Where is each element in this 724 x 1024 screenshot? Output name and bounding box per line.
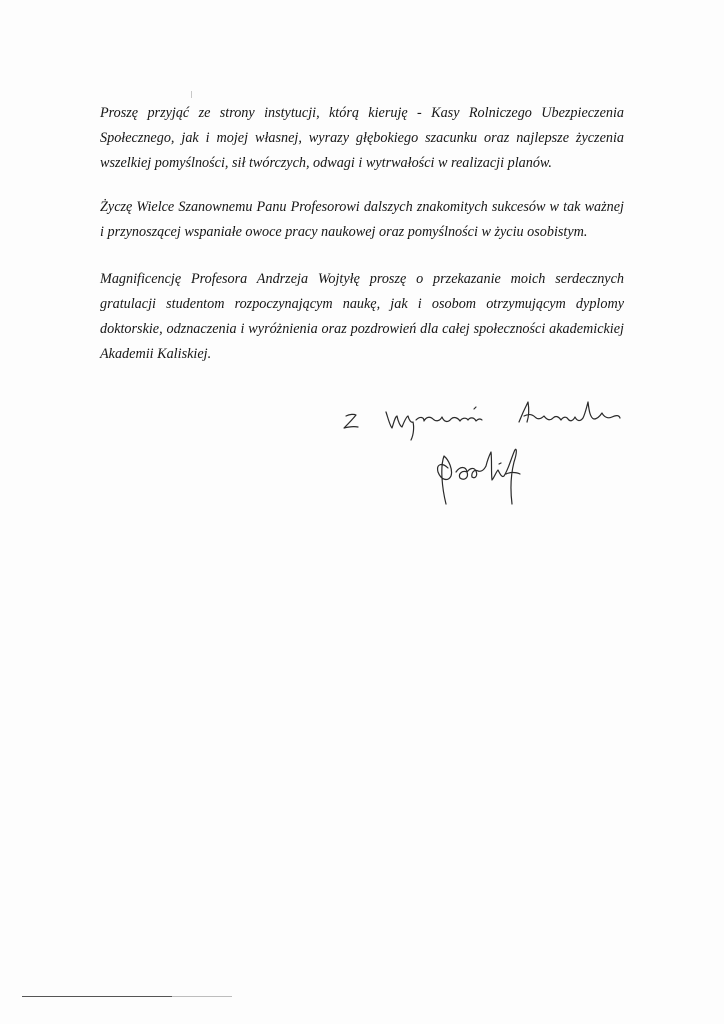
paragraph-greetings (100, 101, 624, 176)
paragraph-request (100, 267, 624, 367)
text-line: Społecznego, jak i mojej własnej, wyrazy głębokiego szacunku oraz najlepsze życzenia (100, 130, 624, 146)
footer-rule-faint (172, 996, 232, 997)
text-line: doktorskie, odznaczenia i wyróżnienia oraz pozdrowień dla całej społeczności akademickiej (100, 321, 624, 337)
text-line: Życzę Wielce Szanownemu Panu Profesorowi dalszych znakomitych sukcesów w tak ważnej (100, 199, 624, 215)
scan-speck (191, 91, 192, 98)
text-line: Proszę przyjąć ze strony instytucji, którą kieruję - Kasy Rolniczego Ubezpieczenia (100, 105, 624, 121)
text-line: wszelkiej pomyślności, sił twórczych, odwagi i wytrwałości w realizacji planów. (100, 155, 552, 171)
paragraph-wishes (100, 195, 624, 245)
text-line: Magnificencję Profesora Andrzeja Wojtyłę proszę o przekazanie moich serdecznych (100, 271, 624, 287)
text-line: gratulacji studentom rozpoczynającym naukę, jak i osobom otrzymującym dyplomy (100, 296, 624, 312)
letter-body (100, 101, 624, 367)
text-line: i przynoszącej wspaniałe owoce pracy naukowej oraz pomyślności w życiu osobistym. (100, 224, 588, 240)
text-line: Akademii Kaliskiej. (100, 346, 212, 362)
footer-rule (22, 996, 172, 997)
handwritten-closing-and-signature (338, 392, 638, 512)
